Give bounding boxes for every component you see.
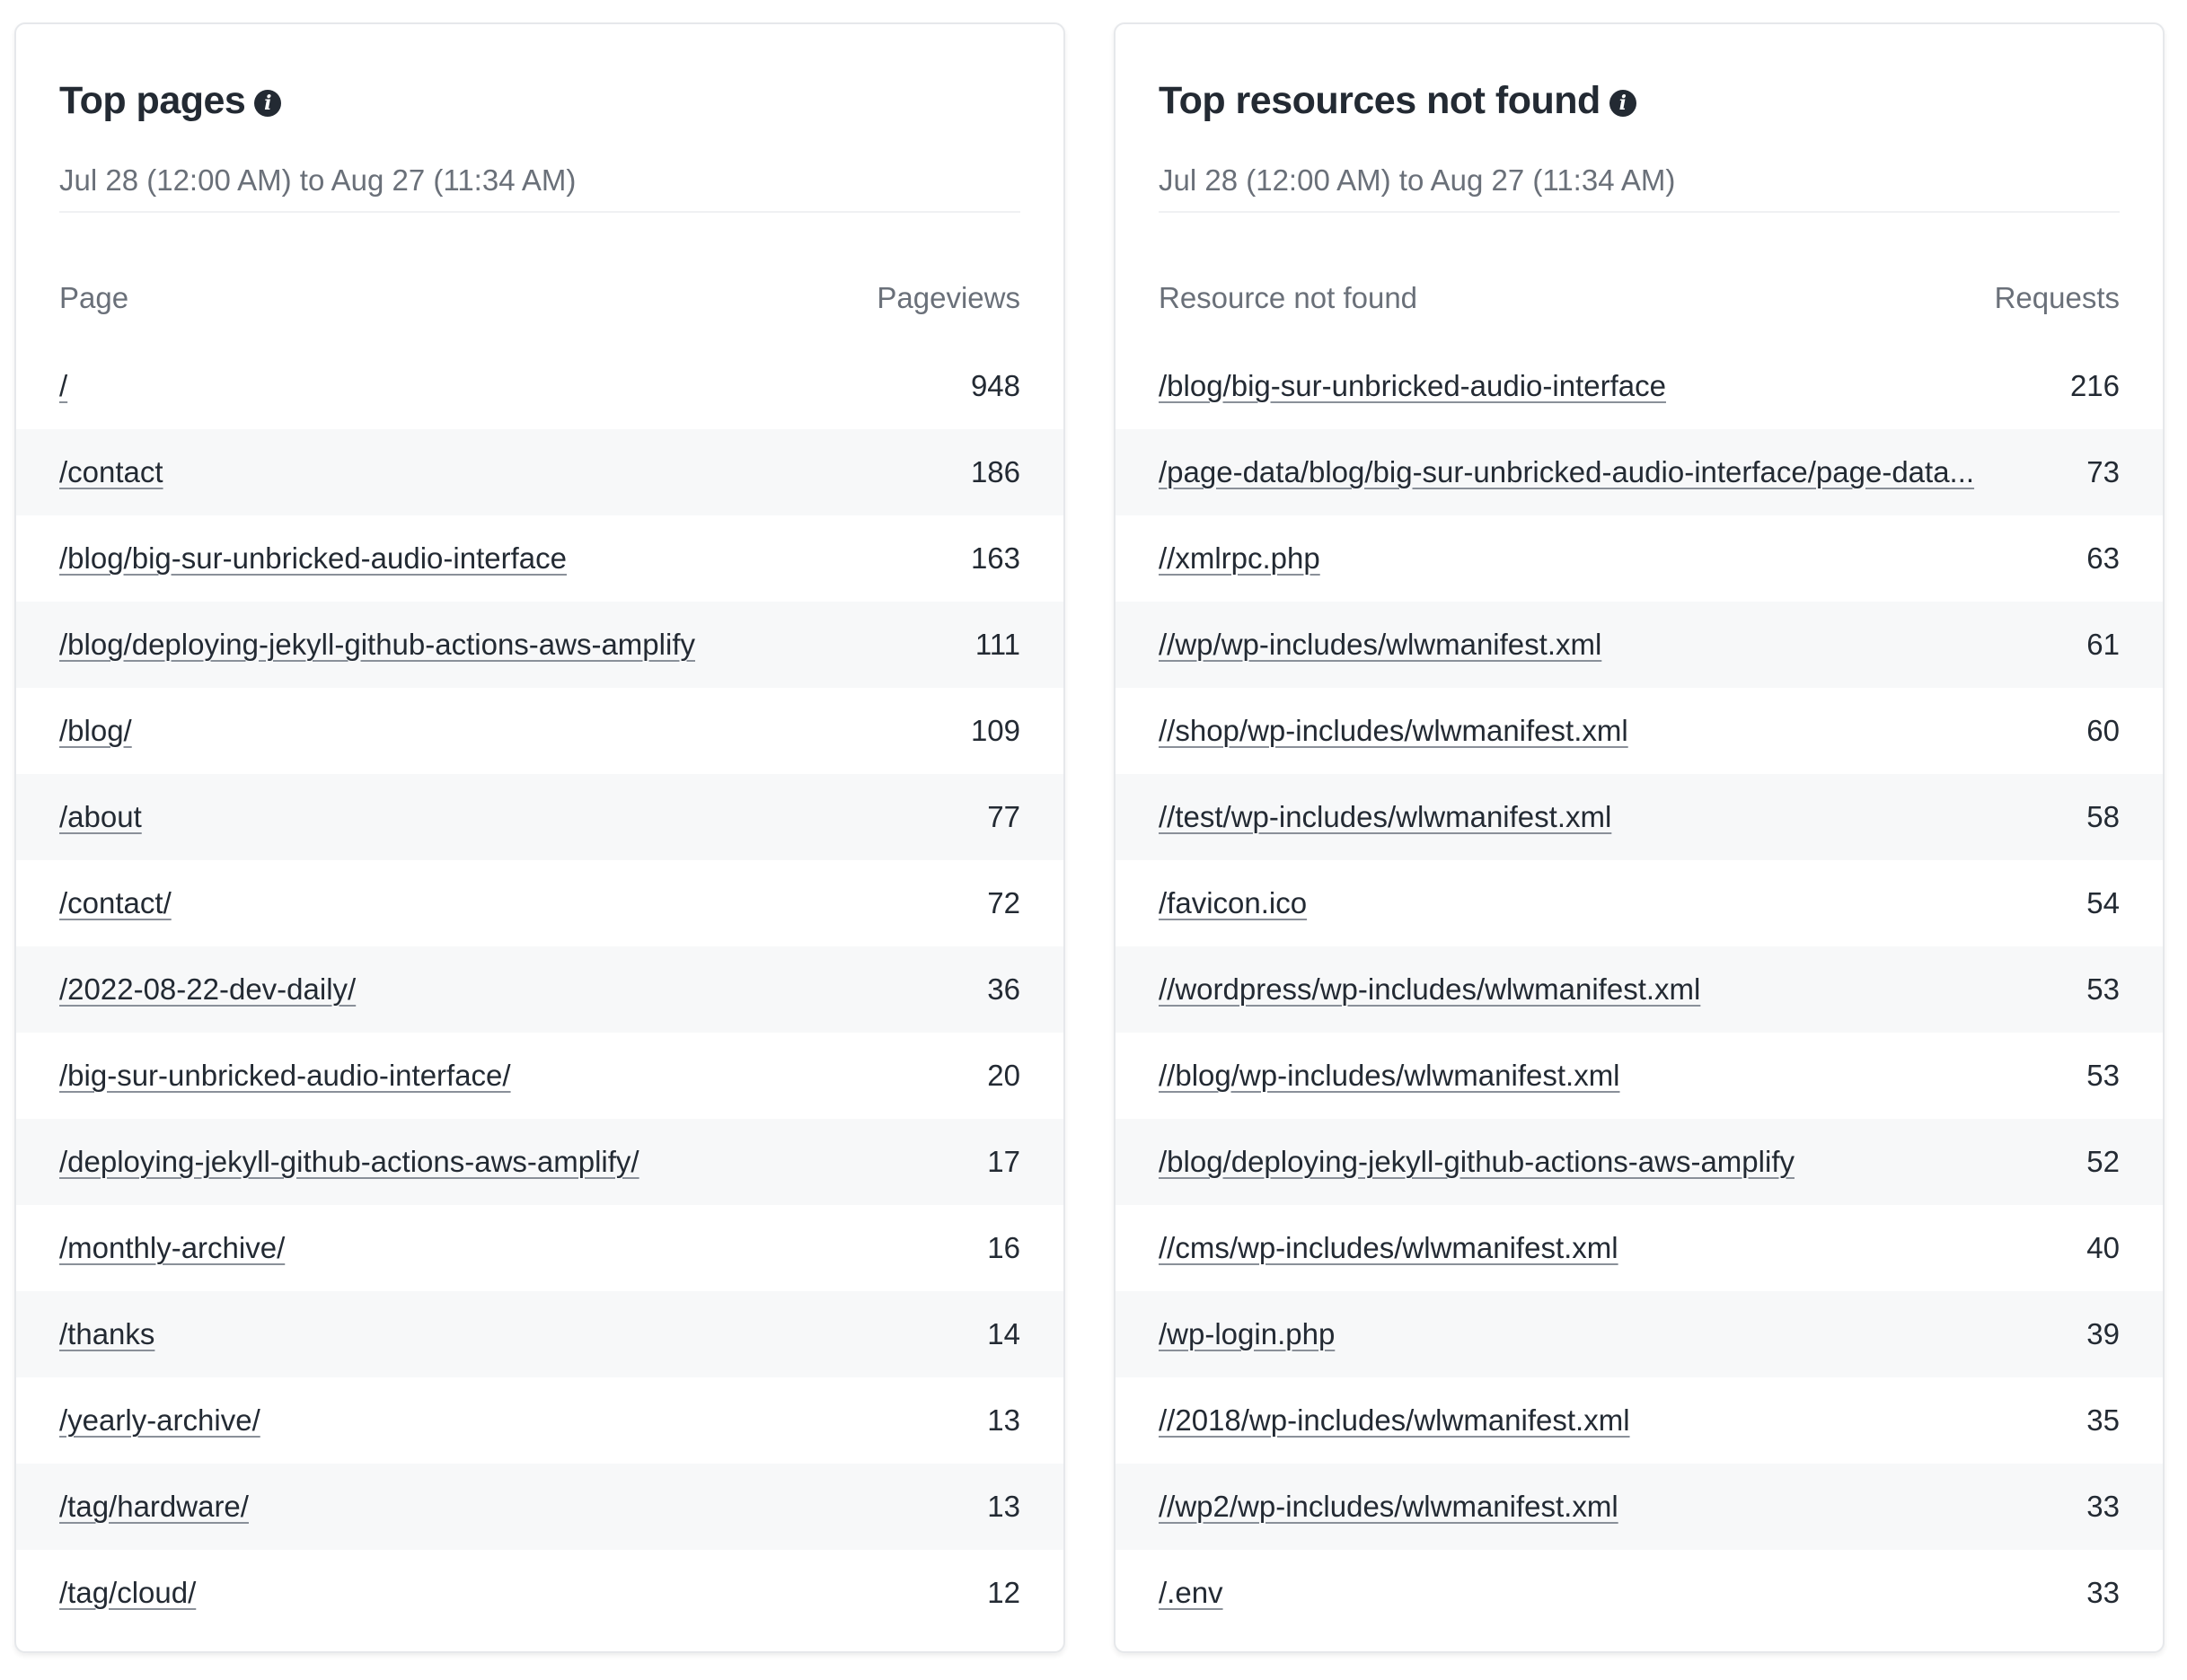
row-link[interactable]: /deploying-jekyll-github-actions-aws-amplify/: [59, 1145, 639, 1178]
row-link[interactable]: /blog/big-sur-unbricked-audio-interface: [59, 541, 567, 575]
panel-title: Top pages: [59, 78, 246, 122]
row-link[interactable]: //cms/wp-includes/wlwmanifest.xml: [1159, 1231, 1618, 1264]
table-row: [1116, 343, 2163, 429]
row-link[interactable]: /favicon.ico: [1159, 886, 1308, 919]
table-row: [1116, 1205, 2163, 1291]
row-link[interactable]: //2018/wp-includes/wlwmanifest.xml: [1159, 1403, 1630, 1437]
table-row: [1116, 515, 2163, 602]
table-row: [16, 515, 1063, 602]
row-link[interactable]: /: [59, 369, 68, 402]
table-row: [1116, 946, 2163, 1033]
date-range: Jul 28 (12:00 AM) to Aug 27 (11:34 AM): [59, 163, 577, 197]
table-row: [1116, 860, 2163, 946]
table-row: [16, 1464, 1063, 1550]
table-row: [16, 1291, 1063, 1377]
table-row: [1116, 1119, 2163, 1205]
row-value: 111: [974, 628, 1020, 661]
column-header-page: Page: [59, 281, 129, 314]
row-link[interactable]: /page-data/blog/big-sur-unbricked-audio-interface/page-data...: [1159, 455, 1975, 488]
row-value: 13: [987, 1403, 1020, 1437]
row-value: 77: [987, 800, 1020, 833]
row-value: 53: [2086, 1059, 2120, 1092]
table-row: [1116, 602, 2163, 688]
row-link[interactable]: /about: [59, 800, 142, 833]
table-row: [16, 1119, 1063, 1205]
row-link[interactable]: /big-sur-unbricked-audio-interface/: [59, 1059, 511, 1092]
column-headers: [59, 276, 1020, 321]
top-pages-panel: [14, 22, 1065, 1653]
row-value: 109: [970, 714, 1020, 747]
table-row: [1116, 774, 2163, 860]
row-link[interactable]: /wp-login.php: [1159, 1317, 1336, 1350]
row-value: 948: [970, 369, 1020, 402]
row-value: 16: [987, 1231, 1020, 1264]
table-row: [1116, 1550, 2163, 1636]
row-value: 20: [987, 1059, 1020, 1092]
table-row: [16, 429, 1063, 515]
row-link[interactable]: /thanks: [59, 1317, 155, 1350]
title-row: [1159, 74, 1636, 128]
row-value: 35: [2086, 1403, 2120, 1437]
row-link[interactable]: /tag/cloud/: [59, 1576, 197, 1609]
row-value: 39: [2086, 1317, 2120, 1350]
row-value: 216: [2069, 369, 2120, 402]
row-value: 72: [987, 886, 1020, 919]
row-link[interactable]: //shop/wp-includes/wlwmanifest.xml: [1159, 714, 1628, 747]
row-value: 33: [2086, 1490, 2120, 1523]
column-headers: [1159, 276, 2120, 321]
table-row: [1116, 1291, 2163, 1377]
row-link[interactable]: //xmlrpc.php: [1159, 541, 1320, 575]
row-value: 40: [2086, 1231, 2120, 1264]
row-value: 13: [987, 1490, 1020, 1523]
row-value: 53: [2086, 972, 2120, 1006]
row-link[interactable]: //wp/wp-includes/wlwmanifest.xml: [1159, 628, 1602, 661]
table-row: [1116, 1033, 2163, 1119]
row-link[interactable]: /contact/: [59, 886, 172, 919]
table-row: [16, 1550, 1063, 1636]
table-row: [1116, 1377, 2163, 1464]
table-row: [16, 1377, 1063, 1464]
panel-header: [1159, 24, 2120, 213]
row-link[interactable]: /monthly-archive/: [59, 1231, 286, 1264]
row-link[interactable]: /tag/hardware/: [59, 1490, 249, 1523]
rows-list: [16, 343, 1063, 1636]
row-value: 73: [2086, 455, 2120, 488]
info-icon[interactable]: i: [1609, 90, 1636, 117]
table-row: [16, 688, 1063, 774]
panel-header: [59, 24, 1020, 213]
row-link[interactable]: /blog/big-sur-unbricked-audio-interface: [1159, 369, 1666, 402]
row-link[interactable]: //wordpress/wp-includes/wlwmanifest.xml: [1159, 972, 1701, 1006]
date-range: Jul 28 (12:00 AM) to Aug 27 (11:34 AM): [1159, 163, 1676, 197]
row-value: 14: [987, 1317, 1020, 1350]
row-value: 52: [2086, 1145, 2120, 1178]
row-value: 17: [987, 1145, 1020, 1178]
row-value: 58: [2086, 800, 2120, 833]
table-row: [1116, 688, 2163, 774]
row-value: 54: [2086, 886, 2120, 919]
table-row: [16, 860, 1063, 946]
column-header-requests: Requests: [1994, 281, 2120, 314]
row-link[interactable]: //wp2/wp-includes/wlwmanifest.xml: [1159, 1490, 1618, 1523]
row-link[interactable]: /yearly-archive/: [59, 1403, 260, 1437]
row-link[interactable]: //test/wp-includes/wlwmanifest.xml: [1159, 800, 1612, 833]
row-link[interactable]: /blog/deploying-jekyll-github-actions-aws-amplify: [59, 628, 695, 661]
table-row: [16, 1033, 1063, 1119]
row-link[interactable]: /contact: [59, 455, 163, 488]
panel-title: Top resources not found: [1159, 78, 1601, 122]
table-row: [1116, 429, 2163, 515]
row-value: 60: [2086, 714, 2120, 747]
row-value: 61: [2086, 628, 2120, 661]
table-row: [16, 602, 1063, 688]
column-header-resource: Resource not found: [1159, 281, 1418, 314]
row-value: 33: [2086, 1576, 2120, 1609]
row-link[interactable]: /blog/deploying-jekyll-github-actions-aws-amplify: [1159, 1145, 1795, 1178]
info-icon[interactable]: i: [254, 90, 281, 117]
table-row: [16, 1205, 1063, 1291]
row-link[interactable]: /.env: [1159, 1576, 1223, 1609]
rows-list: [1116, 343, 2163, 1636]
table-row: [16, 343, 1063, 429]
column-header-pageviews: Pageviews: [877, 281, 1020, 314]
row-link[interactable]: /blog/: [59, 714, 132, 747]
table-row: [16, 774, 1063, 860]
row-value: 63: [2086, 541, 2120, 575]
table-row: [16, 946, 1063, 1033]
row-value: 186: [970, 455, 1020, 488]
row-value: 12: [987, 1576, 1020, 1609]
row-value: 36: [987, 972, 1020, 1006]
title-row: [59, 74, 281, 128]
top-not-found-panel: [1114, 22, 2165, 1653]
row-link[interactable]: /2022-08-22-dev-daily/: [59, 972, 357, 1006]
table-row: [1116, 1464, 2163, 1550]
row-value: 163: [970, 541, 1020, 575]
row-link[interactable]: //blog/wp-includes/wlwmanifest.xml: [1159, 1059, 1620, 1092]
